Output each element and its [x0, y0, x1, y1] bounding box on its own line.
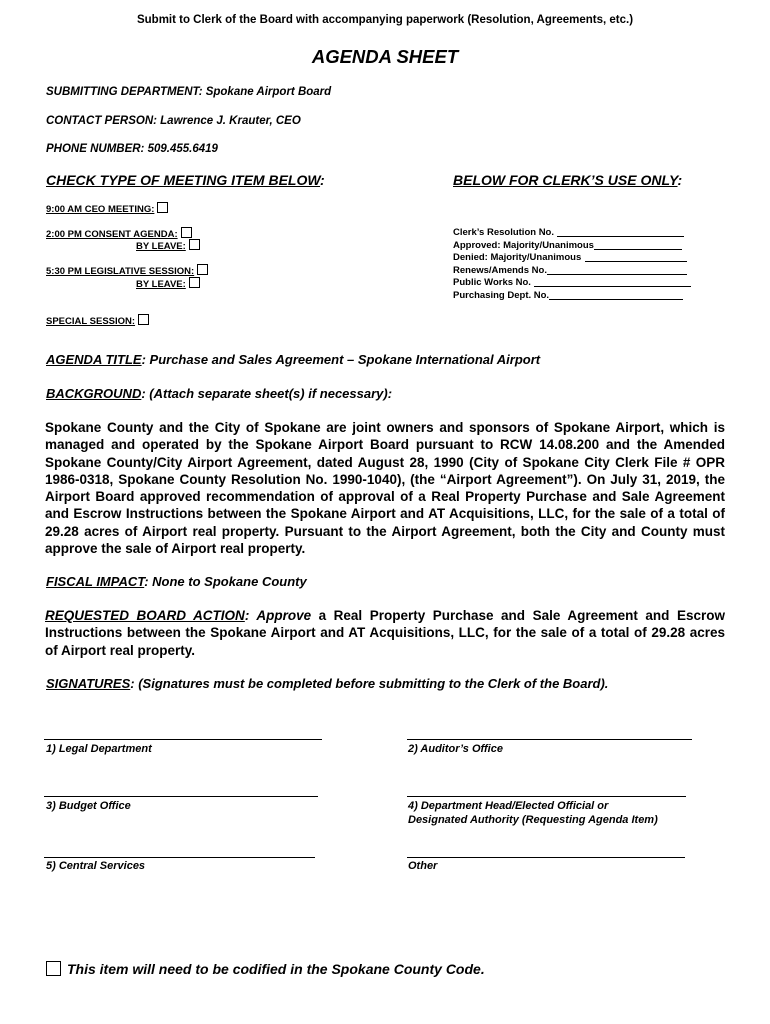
special-session-option — [46, 314, 149, 327]
background-label: BACKGROUND — [46, 386, 142, 401]
clerk-resolution-input[interactable] — [557, 227, 684, 237]
central-services-label: 5) Central Services — [46, 860, 146, 872]
renews-amends-input[interactable] — [547, 265, 687, 275]
clerk-use-heading — [453, 172, 682, 188]
fiscal-impact — [46, 574, 307, 589]
signatures-heading — [46, 676, 608, 691]
central-services-signature-line[interactable] — [44, 857, 315, 858]
codified-checkbox[interactable] — [46, 961, 61, 976]
approved-field — [453, 240, 703, 253]
ceo-meeting-option — [46, 202, 168, 215]
fiscal-impact-value: : None to Spokane County — [144, 574, 307, 589]
purchasing-dept-field — [453, 290, 703, 303]
purchasing-dept-input[interactable] — [549, 290, 683, 300]
legislative-by-leave-option — [136, 277, 200, 290]
agenda-title-label: AGENDA TITLE — [46, 352, 142, 367]
purchasing-dept-label: Purchasing Dept. No. — [453, 289, 550, 301]
consent-by-leave-option — [136, 239, 200, 252]
signatures-note: : (Signatures must be completed before submitting to the Clerk of the Board). — [130, 676, 609, 691]
clerk-use-heading-colon: : — [677, 172, 683, 188]
meeting-type-heading-text: CHECK TYPE OF MEETING ITEM BELOW — [46, 172, 321, 188]
requested-action-label: REQUESTED BOARD ACTION — [45, 608, 245, 623]
clerk-use-heading-text: BELOW FOR CLERK’S USE ONLY — [453, 172, 678, 188]
dept-head-label-line2: Designated Authority (Requesting Agenda Item) — [408, 814, 658, 826]
renews-amends-label: Renews/Amends No. — [453, 264, 547, 276]
other-signature-line[interactable] — [407, 857, 685, 858]
special-session-label: SPECIAL SESSION: — [46, 316, 136, 327]
contact-person: CONTACT PERSON: Lawrence J. Krauter, CEO — [46, 115, 301, 127]
consent-by-leave-label: BY LEAVE: — [136, 241, 186, 252]
dept-head-signature-line[interactable] — [407, 796, 686, 797]
legislative-session-option — [46, 264, 208, 277]
legislative-by-leave-label: BY LEAVE: — [136, 279, 186, 290]
signatures-label: SIGNATURES — [46, 676, 131, 691]
agenda-title-value: : Purchase and Sales Agreement – Spokane International Airport — [141, 352, 541, 367]
clerk-fields — [453, 227, 703, 302]
meeting-type-heading-colon: : — [320, 172, 325, 188]
agenda-title — [46, 352, 540, 367]
denied-field — [453, 252, 703, 265]
special-session-checkbox[interactable] — [138, 314, 149, 325]
clerk-resolution-field — [453, 227, 703, 240]
requested-board-action — [45, 607, 725, 659]
ceo-meeting-checkbox[interactable] — [157, 202, 168, 213]
budget-office-label: 3) Budget Office — [46, 800, 131, 812]
other-label: Other — [408, 860, 438, 872]
consent-agenda-checkbox[interactable] — [181, 227, 192, 238]
budget-signature-line[interactable] — [44, 796, 318, 797]
legal-department-label: 1) Legal Department — [46, 743, 152, 755]
legislative-session-checkbox[interactable] — [197, 264, 208, 275]
submit-note: Submit to Clerk of the Board with accompanying paperwork (Resolution, Agreements, etc.) — [136, 14, 634, 26]
ceo-meeting-label: 9:00 AM CEO MEETING: — [46, 204, 155, 215]
approved-label: Approved: Majority/Unanimous — [453, 239, 594, 251]
auditor-signature-line[interactable] — [407, 739, 692, 740]
requested-action-lead: : Approve — [244, 608, 312, 623]
submitting-department: SUBMITTING DEPARTMENT: Spokane Airport Board — [46, 86, 332, 98]
background-text: Spokane County and the City of Spokane are joint owners and sponsors of Spokane Airport, which is managed and operated by the Spokane Airport Board pursuant to RCW 14.08.200 and the Amended Spokane County/City Airport Agreement, dated August 28, 1990 (City of Spokane City Clerk File # OPR 1986-0318, Spokane County Resolution No. 1990-1040), (the “Airport Agreement”). On July 31, 2019, the Airport Board approved recommendation of approval of a Real Property Purchase and Sale Agreement and Escrow Instructions between the Spokane Airport and AT Acquisitions, LLC, for the sale of a total of 29.28 acres of Airport real property. Pursuant to the Airport Agreement, both the City and County must approve the sale of Airport real property. — [45, 420, 725, 557]
consent-by-leave-checkbox[interactable] — [189, 239, 200, 250]
public-works-field — [453, 277, 703, 290]
auditor-office-label: 2) Auditor’s Office — [408, 743, 503, 755]
page-title: AGENDA SHEET — [311, 46, 459, 67]
denied-input[interactable] — [585, 252, 687, 262]
background-note: : (Attach separate sheet(s) if necessary): — [141, 386, 393, 401]
legislative-by-leave-checkbox[interactable] — [189, 277, 200, 288]
meeting-type-heading — [46, 172, 325, 188]
clerk-resolution-label: Clerk’s Resolution No. — [453, 227, 554, 238]
codified-label: This item will need to be codified in the Spokane County Code. — [67, 961, 485, 977]
background-heading — [46, 386, 392, 401]
public-works-input[interactable] — [534, 277, 691, 287]
approved-input[interactable] — [594, 240, 682, 250]
requested-action-text: a Real Property Purchase and Sale Agreement and Escrow Instructions between the Spokane Airport and AT Acquisitions, LLC, for the sale of a total of 29.28 acres of Airport real property. — [45, 608, 725, 658]
consent-agenda-label: 2:00 PM CONSENT AGENDA: — [46, 229, 178, 240]
public-works-label: Public Works No. — [453, 277, 531, 288]
denied-label: Denied: Majority/Unanimous — [453, 252, 582, 263]
legislative-session-label: 5:30 PM LEGISLATIVE SESSION: — [46, 266, 195, 277]
legal-signature-line[interactable] — [44, 739, 322, 740]
codified-option — [46, 961, 485, 977]
fiscal-impact-label: FISCAL IMPACT — [46, 574, 145, 589]
renews-amends-field — [453, 265, 703, 278]
phone-number: PHONE NUMBER: 509.455.6419 — [46, 143, 218, 155]
dept-head-label-line1: 4) Department Head/Elected Official or — [408, 800, 609, 812]
